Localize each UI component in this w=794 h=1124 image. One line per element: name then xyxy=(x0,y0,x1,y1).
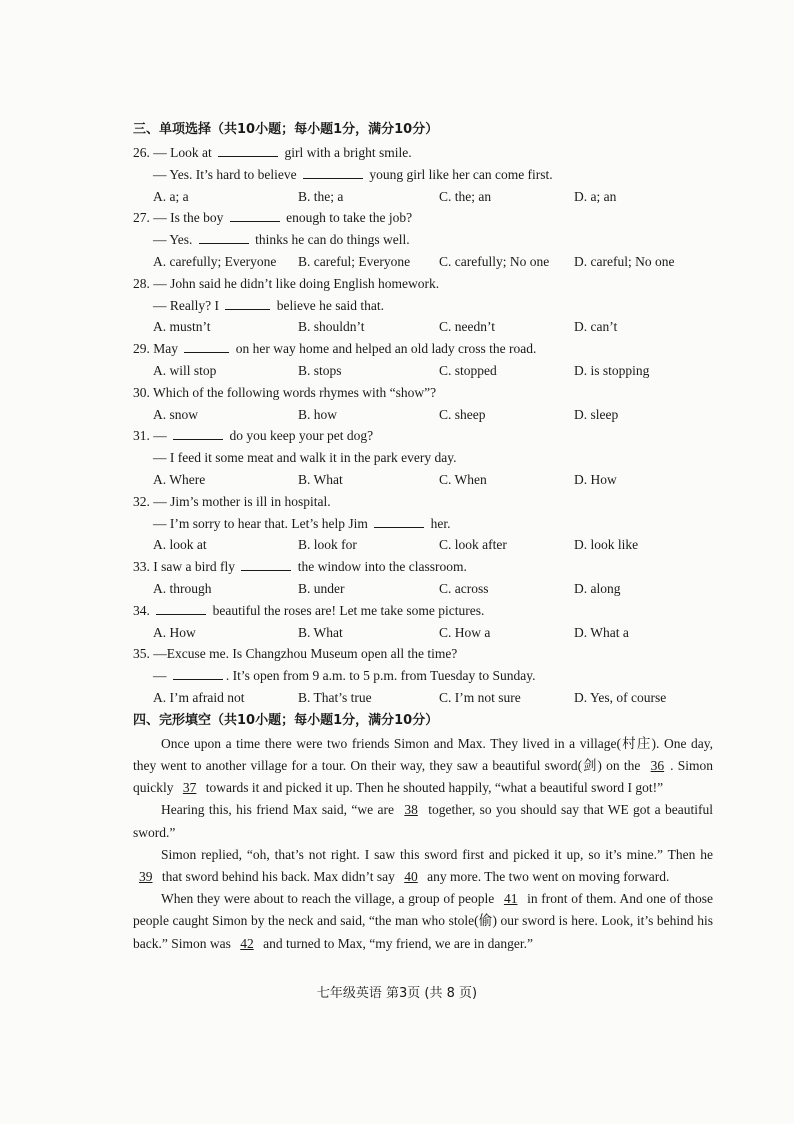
cloze-blank: 40 xyxy=(404,868,418,884)
options-row xyxy=(133,316,713,338)
option-b: B. look for xyxy=(298,537,357,553)
options-row xyxy=(133,622,713,644)
question-line: 34. beautiful the roses are! Let me take some pictures. xyxy=(133,600,713,622)
answer-blank xyxy=(218,142,278,157)
answer-blank xyxy=(225,295,270,310)
option-d: D. can’t xyxy=(574,319,618,335)
option-c: C. sheep xyxy=(439,406,486,422)
answer-blank xyxy=(303,164,363,179)
option-d: D. sleep xyxy=(574,406,619,422)
cloze-blank: 37 xyxy=(182,780,197,796)
passage-paragraph: When they were about to reach the village, a group of people 41 in front of them. And one of those people caught Simon by the neck and said, “the man who stole(偷) our sword is here. Look, it’s behind his back.” Simon was 42 and turned to Max, “my friend, we are in danger.” xyxy=(133,891,713,951)
question-line: 27. — Is the boy enough to take the job? xyxy=(133,207,713,229)
answer-blank xyxy=(241,556,291,571)
option-d: D. Yes, of course xyxy=(574,689,667,705)
option-c: C. stopped xyxy=(439,362,497,378)
question-line: 35. —Excuse me. Is Changzhou Museum open all the time? xyxy=(133,646,458,662)
cloze-blank: 36 xyxy=(650,757,665,773)
question-line: 32. — Jim’s mother is ill in hospital. xyxy=(133,493,331,509)
option-c: C. How a xyxy=(439,624,491,640)
cloze-passage xyxy=(133,733,713,955)
cloze-blank: 42 xyxy=(240,935,254,951)
options-row xyxy=(133,687,713,709)
exam-page xyxy=(133,118,713,955)
option-a: A. snow xyxy=(153,406,199,422)
option-a: A. a; a xyxy=(153,188,189,204)
question-line: 31. — do you keep your pet dog? xyxy=(133,425,713,447)
question-line: — . It’s open from 9 a.m. to 5 p.m. from Tuesday to Sunday. xyxy=(133,665,713,687)
option-d: D. careful; No one xyxy=(574,253,675,269)
options-row xyxy=(133,251,713,273)
option-d: D. along xyxy=(574,580,621,596)
question-line: 29. May on her way home and helped an old lady cross the road. xyxy=(133,338,713,360)
option-c: C. carefully; No one xyxy=(439,253,550,269)
option-a: A. I’m afraid not xyxy=(153,689,245,705)
option-b: B. That’s true xyxy=(298,689,372,705)
option-a: A. How xyxy=(153,624,196,640)
question-line: 28. — John said he didn’t like doing English homework. xyxy=(133,275,440,291)
answer-blank xyxy=(199,229,249,244)
answer-blank xyxy=(184,338,229,353)
option-a: A. carefully; Everyone xyxy=(153,253,277,269)
section4-title: 四、完形填空（共10小题；每小题1分，满分10分） xyxy=(133,712,439,728)
answer-blank xyxy=(230,207,280,222)
option-a: A. look at xyxy=(153,537,207,553)
option-b: B. the; a xyxy=(298,188,344,204)
option-c: C. across xyxy=(439,580,489,596)
option-c: C. I’m not sure xyxy=(439,689,521,705)
options-row xyxy=(133,360,713,382)
option-d: D. What a xyxy=(574,624,629,640)
cloze-blank: 41 xyxy=(503,891,518,907)
cloze-blank: 38 xyxy=(404,802,418,818)
option-b: B. What xyxy=(298,624,343,640)
options-row xyxy=(133,404,713,426)
question-list xyxy=(133,142,713,709)
option-d: D. How xyxy=(574,471,617,487)
passage-paragraph: Hearing this, his friend Max said, “we are 38 together, so you should say that WE got a beautiful sword.” xyxy=(133,802,714,840)
question-line: — Really? I believe he said that. xyxy=(133,295,713,317)
option-b: B. careful; Everyone xyxy=(298,253,411,269)
option-c: C. needn’t xyxy=(439,319,495,335)
answer-blank xyxy=(156,600,206,615)
page-footer: 七年级英语 第3页 (共 8 页) xyxy=(316,986,478,1001)
options-row xyxy=(133,534,713,556)
options-row xyxy=(133,469,713,491)
question-line: — Yes. It’s hard to believe young girl like her can come first. xyxy=(133,164,713,186)
option-a: A. will stop xyxy=(153,362,217,378)
cloze-blank: 39 xyxy=(139,868,153,884)
option-d: D. a; an xyxy=(574,188,617,204)
question-line: — Yes. thinks he can do things well. xyxy=(133,229,713,251)
question-line: 30. Which of the following words rhymes with “show”? xyxy=(133,384,437,400)
option-a: A. mustn’t xyxy=(153,319,211,335)
option-c: C. the; an xyxy=(439,188,492,204)
option-a: A. Where xyxy=(153,471,206,487)
answer-blank xyxy=(173,665,223,680)
option-b: B. how xyxy=(298,406,338,422)
option-c: C. look after xyxy=(439,537,507,553)
option-a: A. through xyxy=(153,580,212,596)
option-b: B. stops xyxy=(298,362,342,378)
options-row xyxy=(133,578,713,600)
passage-paragraph: Once upon a time there were two friends Simon and Max. They lived in a village(村庄). One day, they went to another village for a tour. On their way, they saw a beautiful sword(剑) on the 36 . Simon quickly 37 towards it and picked it up. Then he shouted happily, “what a beautiful sword I got!” xyxy=(133,735,713,796)
option-d: D. look like xyxy=(574,537,639,553)
answer-blank xyxy=(374,513,424,528)
option-b: B. What xyxy=(298,471,343,487)
question-line: — I’m sorry to hear that. Let’s help Jim her. xyxy=(133,513,713,535)
option-b: B. shouldn’t xyxy=(298,319,365,335)
option-b: B. under xyxy=(298,580,345,596)
options-row xyxy=(133,186,713,208)
question-line: 33. I saw a bird fly the window into the classroom. xyxy=(133,556,713,578)
passage-paragraph: Simon replied, “oh, that’s not right. I saw this sword first and picked it up, so it’s mine.” Then he 39 that sword behind his back. Max didn’t say 40 any more. The two went on moving forward. xyxy=(133,844,713,888)
section3-title: 三、单项选择（共10小题；每小题1分，满分10分） xyxy=(133,122,439,137)
question-line: — I feed it some meat and walk it in the park every day. xyxy=(153,450,457,466)
question-line: 26. — Look at girl with a bright smile. xyxy=(133,142,713,164)
option-c: C. When xyxy=(439,471,487,487)
option-d: D. is stopping xyxy=(574,362,650,378)
answer-blank xyxy=(173,425,223,440)
